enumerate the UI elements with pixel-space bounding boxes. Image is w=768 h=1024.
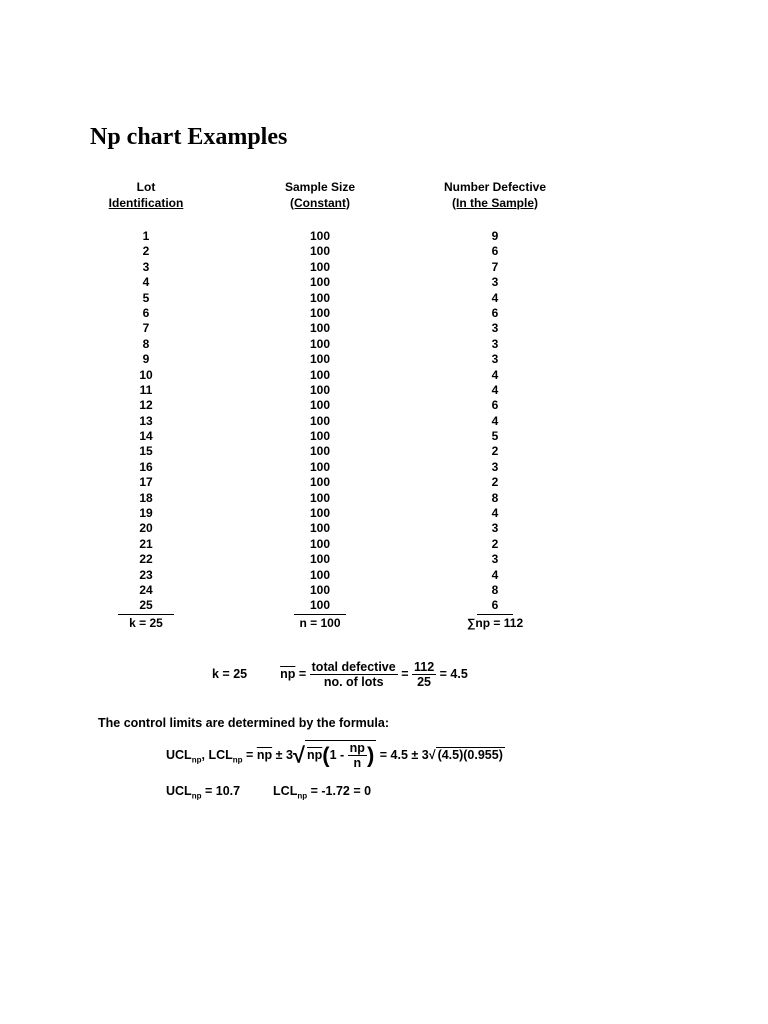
sqrt-icon: √ (292, 742, 305, 768)
lot-cell: 12 (139, 398, 153, 413)
lot-total: k = 25 (129, 615, 163, 630)
defect-cell: 4 (491, 367, 499, 382)
defect-cell: 9 (491, 229, 499, 243)
sample-header: Sample Size (Constant) (284, 180, 356, 210)
lot-cell: 20 (139, 521, 153, 536)
lot-cell: 24 (139, 582, 153, 597)
lot-cell: 6 (142, 305, 150, 320)
lot-cell: 15 (139, 444, 153, 459)
defect-total: ∑np = 112 (466, 615, 524, 630)
sample-cell: 100 (309, 321, 331, 336)
limits-formula: $UCL_{np}$, $LCL_{np} = \overline{np} \pm 3√$ np(1 - $\frac{\overline{np}}{n}$ ) = 4.5 ± 3√ (4.5)(0.955) (166, 741, 503, 770)
sample-cell: 100 (309, 429, 331, 444)
sample-cell: 100 (309, 413, 331, 428)
sample-cell: 100 (309, 490, 331, 505)
defect-cell: 2 (491, 475, 499, 490)
sample-cell: 100 (309, 459, 331, 474)
sample-cell: 100 (309, 290, 331, 305)
sample-cell: 100 (309, 475, 331, 490)
value-fraction: $\frac{112}{25}$ (413, 660, 435, 689)
lot-cell: 10 (139, 367, 153, 382)
sample-cell: 100 (309, 336, 331, 351)
lot-cell: 21 (139, 536, 153, 551)
sample-cell: 100 (309, 521, 331, 536)
mean-fraction: $\frac{\text{total defective}}{\text{no. of lots}}$ (311, 660, 396, 689)
lot-cell: 11 (139, 382, 153, 397)
defect-cell: 3 (491, 521, 499, 536)
sqrt-icon-small: √ (428, 747, 436, 762)
defect-list (420, 229, 570, 615)
lot-cell: 22 (139, 552, 153, 567)
sample-cell: 100 (309, 259, 331, 274)
page-title: Np chart Examples (90, 124, 288, 150)
defect-cell: 4 (491, 382, 499, 397)
sample-cell: 100 (309, 444, 331, 459)
defect-cell: 6 (491, 305, 499, 320)
defect-cell: 3 (491, 459, 499, 474)
sample-total: n = 100 (299, 615, 341, 630)
defect-cell: 4 (491, 506, 499, 521)
defect-cell: 3 (491, 275, 499, 290)
sample-cell: 100 (294, 598, 346, 614)
lot-cell: 25 (118, 598, 174, 614)
defect-cell: 3 (491, 552, 499, 567)
lot-cell: 16 (139, 459, 153, 474)
lot-list (96, 229, 196, 615)
lot-cell: 1 (142, 229, 150, 243)
sample-cell: 100 (309, 352, 331, 367)
lot-cell: 23 (139, 567, 153, 582)
defect-cell: 5 (491, 429, 499, 444)
lot-cell: 9 (142, 352, 150, 367)
lot-cell: 3 (142, 259, 150, 274)
defect-cell: 6 (491, 244, 499, 259)
lot-cell: 13 (139, 413, 153, 428)
lot-cell: 17 (139, 475, 153, 490)
defect-cell: 3 (491, 336, 499, 351)
defect-cell: 3 (491, 321, 499, 336)
defect-cell: 7 (491, 259, 499, 274)
sample-cell: 100 (309, 536, 331, 551)
defect-cell: 6 (477, 598, 513, 614)
defect-cell: 8 (491, 582, 499, 597)
defect-cell: 4 (491, 413, 499, 428)
lot-cell: 8 (142, 336, 150, 351)
sample-cell: 100 (309, 244, 331, 259)
lot-cell: 5 (142, 290, 150, 305)
lot-cell: 19 (139, 506, 153, 521)
sample-cell: 100 (309, 382, 331, 397)
sample-cell: 100 (309, 305, 331, 320)
sample-cell: 100 (309, 506, 331, 521)
defect-cell: 8 (491, 490, 499, 505)
sample-cell: 100 (309, 552, 331, 567)
np-bar: $\overline{np}$ (280, 666, 296, 681)
lot-header: Lot Identification (108, 180, 184, 210)
defect-cell: 4 (491, 290, 499, 305)
lot-cell: 4 (142, 275, 150, 290)
sample-cell: 100 (309, 398, 331, 413)
sample-cell: 100 (309, 367, 331, 382)
lot-cell: 14 (139, 429, 153, 444)
sample-list (270, 229, 370, 615)
sample-cell: 100 (309, 567, 331, 582)
defect-column (420, 180, 570, 631)
defect-cell: 4 (491, 567, 499, 582)
defect-cell: 2 (491, 444, 499, 459)
mean-formula: k = 25 $\overline{np}$ = $\frac{\text{total defective}}{\text{no. of lots}}$ = $\frac{112}{25}$ = 4.5 (212, 660, 468, 689)
defect-cell: 2 (491, 536, 499, 551)
defect-cell: 6 (491, 398, 499, 413)
sample-cell: 100 (309, 229, 331, 243)
defect-cell: 3 (491, 352, 499, 367)
sample-column (270, 180, 370, 631)
limits-result: $UCL_{np} = 10.7$ $LCL_{np} = -1.72 = 0$ (166, 784, 372, 801)
sample-cell: 100 (309, 275, 331, 290)
defect-header: Number Defective (In the Sample) (443, 180, 547, 210)
lot-cell: 2 (142, 244, 150, 259)
limits-intro: The control limits are determined by the formula: (98, 716, 390, 730)
lot-cell: 18 (139, 490, 153, 505)
lot-column (96, 180, 196, 631)
lot-cell: 7 (142, 321, 150, 336)
sample-cell: 100 (309, 582, 331, 597)
sqrt-body: np(1 - $\frac{\overline{np}}{n}$ ) (306, 741, 375, 770)
